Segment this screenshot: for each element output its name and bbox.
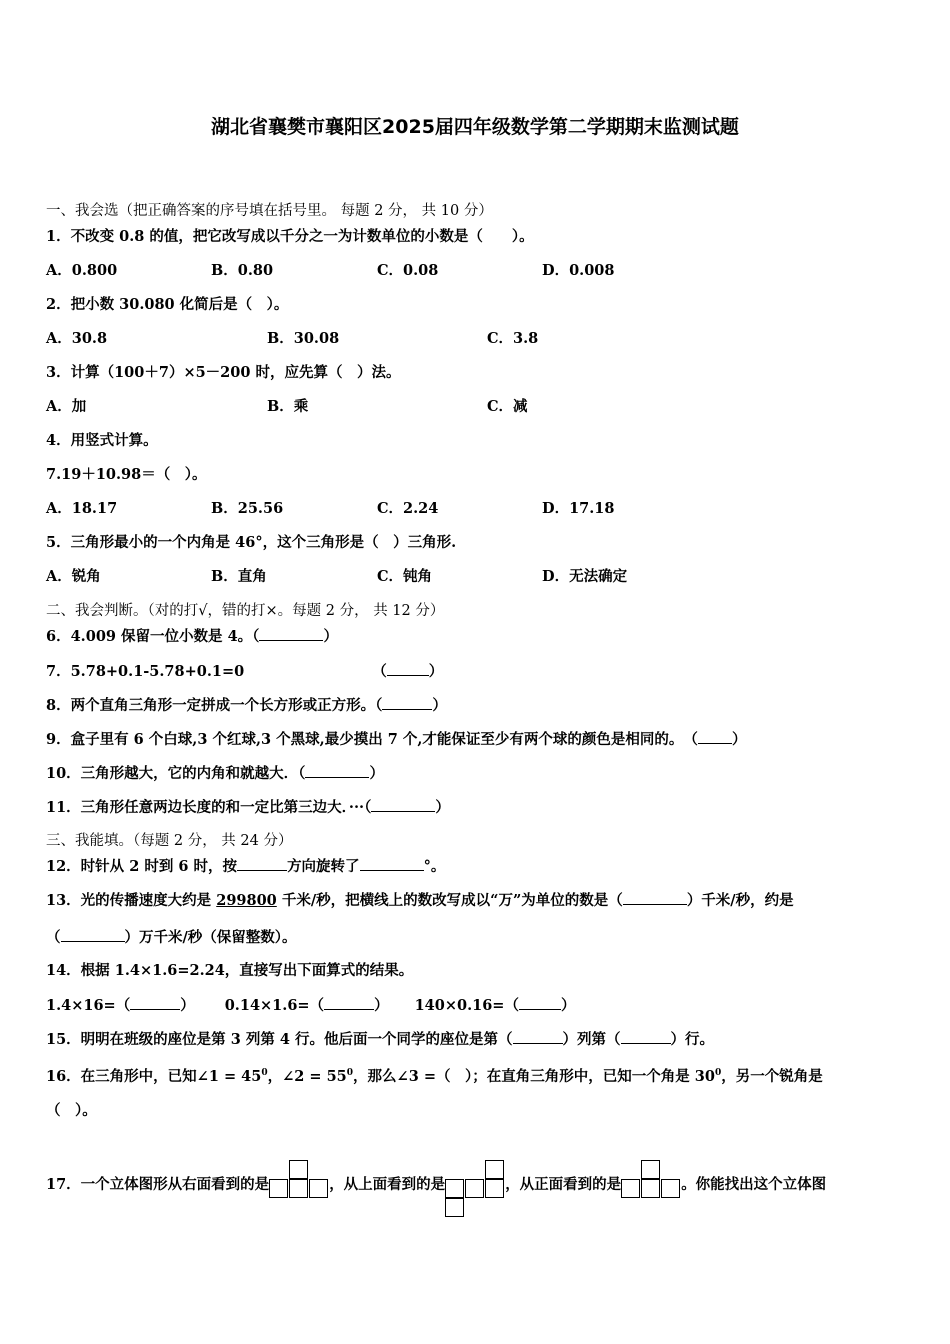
q4-option-d: D．17.18 — [542, 500, 615, 517]
q16-text-3: ，那么∠3 =（ ）；在直角三角形中，已知一个角是 30 — [353, 1067, 715, 1085]
right-view-figure — [269, 1160, 329, 1199]
q10-text: 10．三角形越大，它的内角和就越大．（ — [46, 765, 306, 782]
q3-option-a: A．加 — [46, 398, 87, 415]
question-8 — [46, 695, 447, 716]
answer-blank[interactable] — [519, 995, 561, 1010]
q5-option-a: A．锐角 — [46, 568, 101, 585]
q3-option-b: B．乘 — [267, 398, 309, 415]
q14-expr-3-close: ） — [560, 997, 576, 1014]
question-13 — [46, 890, 794, 911]
answer-blank[interactable] — [623, 890, 687, 905]
q6-text: 6．4.009 保留一位小数是 4。（ — [46, 628, 260, 645]
degree-superscript: 0 — [261, 1068, 268, 1078]
q13-open: （ — [46, 929, 61, 946]
q16-text-4: ，另一个锐角是 — [721, 1067, 823, 1085]
q17-text: 17．一个立体图形从右面看到的是 — [46, 1176, 270, 1193]
q6-close: ） — [323, 628, 338, 645]
answer-blank[interactable] — [305, 763, 369, 778]
section-1-heading: 一、我会选（把正确答案的序号填在括号里。 每题 2 分， 共 10 分） — [46, 203, 493, 219]
answer-blank[interactable] — [61, 927, 125, 942]
q14-expr-3: 140×0.16=（ — [414, 997, 519, 1014]
q13-text: 13．光的传播速度大约是 — [46, 892, 217, 909]
q5-option-c: C．钝角 — [377, 568, 433, 585]
question-4-expression: 7.19＋10.98＝（ ）。 — [46, 466, 207, 483]
q2-option-a: A．30.8 — [46, 330, 108, 347]
q17-text-3: ，从正面看到的是 — [505, 1176, 622, 1193]
q12-text: 12．时针从 2 时到 6 时，按 — [46, 858, 238, 875]
q8-close: ） — [432, 697, 447, 714]
q13-text-2: 千米/秒，把横线上的数改写成以“万”为单位的数是（ — [276, 892, 623, 909]
q12-text-3: °。 — [423, 858, 446, 875]
q13-text-4: ）万千米/秒（保留整数）。 — [124, 929, 297, 946]
q11-text: 11．三角形任意两边长度的和一定比第三边大．···（ — [46, 799, 372, 816]
q17-text-4: 。你能找出这个立体图 — [681, 1176, 827, 1193]
question-10 — [46, 763, 384, 784]
q12-text-2: 方向旋转了 — [287, 858, 360, 875]
degree-superscript: 0 — [346, 1068, 354, 1078]
q13-underlined-number: 299800 — [216, 892, 277, 909]
q14-expr-2-close: ） — [374, 997, 389, 1014]
answer-blank[interactable] — [360, 856, 424, 871]
question-6 — [46, 626, 338, 647]
answer-blank[interactable] — [387, 661, 429, 676]
answer-blank[interactable] — [621, 1029, 671, 1044]
q1-option-c: C．0.08 — [377, 262, 439, 279]
question-14-expressions — [46, 995, 575, 1016]
section-2-heading: 二、我会判断。（对的打√，错的打×。每题 2 分， 共 12 分） — [46, 603, 445, 619]
question-11 — [46, 797, 450, 818]
answer-blank[interactable] — [513, 1029, 563, 1044]
question-5: 5．三角形最小的一个内角是 46°，这个三角形是（ ）三角形. — [46, 534, 457, 551]
q9-text: 9．盒子里有 6 个白球,3 个红球,3 个黑球,最少摸出 7 个,才能保证至少有两个球的颜色是相同的。 （ — [46, 731, 698, 748]
q7-text: 7．5.78+0.1-5.78+0.1=0 — [46, 663, 245, 680]
q7-open: （ — [372, 663, 387, 680]
answer-blank[interactable] — [698, 729, 732, 744]
q15-text-2: ）列第（ — [562, 1031, 621, 1048]
q7-close: ） — [428, 663, 444, 680]
q10-close: ） — [369, 765, 384, 782]
answer-blank[interactable] — [259, 626, 323, 641]
top-view-figure — [445, 1160, 505, 1218]
front-view-figure — [621, 1160, 681, 1199]
answer-blank[interactable] — [382, 695, 432, 710]
question-12 — [46, 856, 445, 877]
q1-option-d: D．0.008 — [542, 262, 615, 279]
question-13-line-2 — [46, 927, 297, 948]
q4-option-c: C．2.24 — [377, 500, 439, 517]
q14-expr-1: 1.4×16=（ — [46, 997, 131, 1014]
q9-close: ） — [731, 731, 747, 748]
q2-option-c: C．3.8 — [487, 330, 539, 347]
page-title: 湖北省襄樊市襄阳区2025届四年级数学第二学期期末监测试题 — [211, 116, 739, 138]
question-17 — [46, 1160, 826, 1218]
q14-expr-2: 0.14×1.6=（ — [224, 997, 325, 1014]
q14-expr-1-close: ） — [180, 997, 195, 1014]
q8-text: 8．两个直角三角形一定拼成一个长方形或正方形。（ — [46, 697, 383, 714]
q15-text: 15．明明在班级的座位是第 3 列第 4 行。他后面一个同学的座位是第（ — [46, 1031, 513, 1048]
answer-blank[interactable] — [324, 995, 374, 1010]
question-16 — [46, 1063, 823, 1087]
question-1: 1．不改变 0.8 的值，把它改写成以千分之一为计数单位的小数是（ ）。 — [46, 228, 534, 245]
answer-blank[interactable] — [130, 995, 180, 1010]
q13-text-3: ）千米/秒，约是 — [686, 892, 794, 909]
q1-option-b: B．0.80 — [211, 262, 274, 279]
q16-text: 16．在三角形中，已知∠1 = 45 — [46, 1067, 262, 1085]
question-9 — [46, 729, 746, 750]
section-3-heading: 三、我能填。（每题 2 分， 共 24 分） — [46, 833, 293, 849]
q3-option-c: C．减 — [487, 398, 528, 415]
answer-blank[interactable] — [371, 797, 435, 812]
q17-text-2: ，从上面看到的是 — [329, 1176, 446, 1193]
q15-text-3: ）行。 — [670, 1031, 715, 1048]
question-14: 14．根据 1.4×1.6=2.24，直接写出下面算式的结果。 — [46, 962, 414, 979]
q1-option-a: A．0.800 — [46, 262, 118, 279]
answer-blank[interactable] — [237, 856, 287, 871]
q4-option-b: B．25.56 — [211, 500, 284, 517]
degree-superscript: 0 — [714, 1068, 722, 1078]
q5-option-b: B．直角 — [211, 568, 267, 585]
question-2: 2．把小数 30.080 化简后是（ ）。 — [46, 296, 289, 313]
q4-option-a: A．18.17 — [46, 500, 118, 517]
question-7 — [46, 661, 443, 682]
question-4: 4．用竖式计算。 — [46, 432, 158, 449]
question-15 — [46, 1029, 714, 1050]
question-16-line-2: （ ）。 — [46, 1102, 97, 1119]
question-3: 3．计算（100＋7）×5－200 时，应先算（ ）法。 — [46, 364, 401, 381]
q2-option-b: B．30.08 — [267, 330, 340, 347]
q11-close: ） — [435, 799, 450, 816]
q5-option-d: D．无法确定 — [542, 568, 628, 585]
q16-text-2: ，∠2 = 55 — [267, 1067, 347, 1085]
